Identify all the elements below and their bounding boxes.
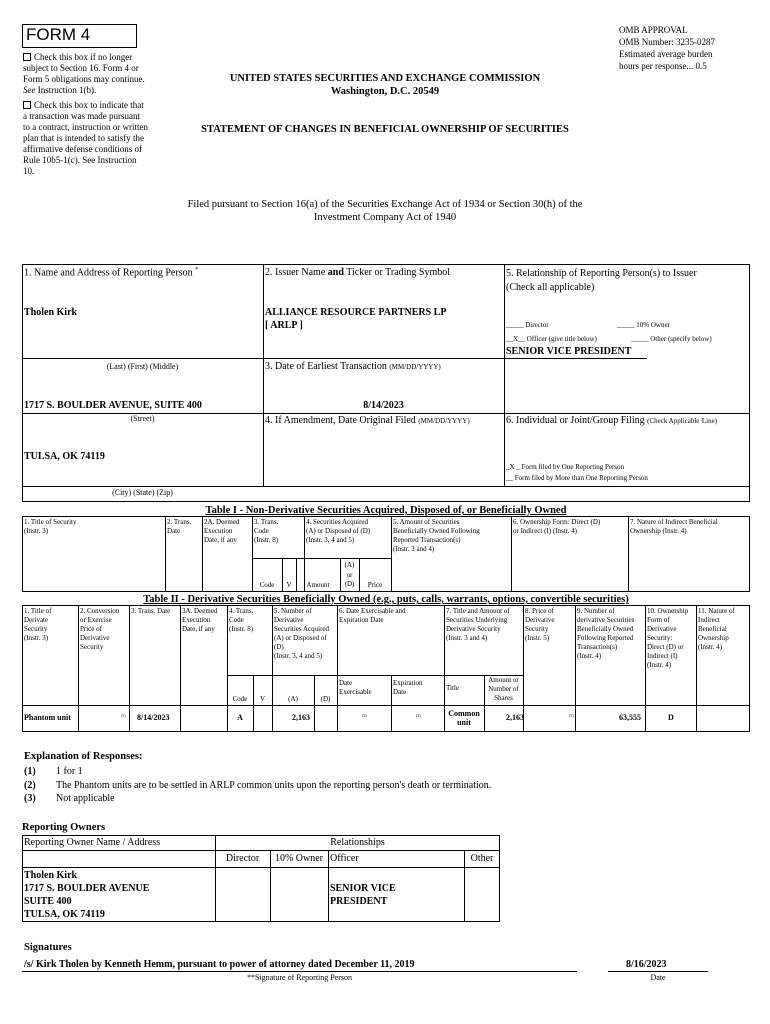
date-line [608,971,708,972]
divider [391,516,392,592]
label5b: (Check all applicable) [506,282,595,293]
t2-h2: 2. Conversion or Exercise Price of Derivative Security [80,607,120,651]
t1-sub-aord: (A) or (D) [344,561,355,588]
reporting-name: Tholen Kirk [24,307,78,318]
t2-h8: 8. Price of Derivative Security (Instr. 5) [525,607,555,642]
explanation-item [24,765,491,779]
t2-h7: 7. Title and Amount of Securities Underlying Derivative Security (Instr. 3 and 4) [446,607,510,642]
t2-h6: 6. Date Exercisable and Expiration Date [339,607,406,624]
divider [253,675,254,732]
label1-asterisk: * [195,267,199,273]
t1-h4: 4. Securities Acquired (A) or Disposed of (D) (Instr. 3, 4 and 5) [306,518,371,544]
t2-sub-v: V [259,695,266,703]
explanation-item [24,792,491,806]
t2-row-under-title: Common unit [448,709,480,727]
street-subtitle: (Street) [130,414,155,423]
divider [511,516,512,592]
omb-burden: Estimated average burden [619,49,713,59]
t1-h3: 3. Trans. Code (Instr. 8) [254,518,279,544]
owners-h-other: Other [470,853,494,864]
divider [22,867,500,868]
explanation-num: (1) [24,766,36,777]
divider [328,850,329,922]
label5: 5. Relationship of Reporting Person(s) to Issuer [506,268,697,279]
t2-sub-d: (D) [320,695,331,703]
rel-director[interactable]: _____ Director [506,321,549,329]
owners-title: Reporting Owners [22,822,106,833]
rule10b5-text: Check this box to indicate that a transaction was made pursuant to a contract, instruction or written plan that is intended to satisfy the affirmative defense conditions of Rule 10b5-1(c). See Instruction 10. [23,100,148,176]
divider [22,486,750,487]
rel-officer[interactable]: __X__ Officer (give title below) [506,335,597,343]
owners-officer: SENIOR VICE PRESIDENT [330,883,396,907]
divider [22,850,500,851]
section16-checkbox-block [23,52,148,96]
divider [263,264,264,486]
t2-row-exp-footnote: (2) [416,713,421,718]
t2-h11: 11. Nature of Indirect Beneficial Ownership (Instr. 4) [698,607,735,651]
section16-text: Check this box if no longer subject to Section 16. Form 4 or Form 5 obligations may continue. [23,52,145,84]
divider [227,675,523,676]
explanation-title: Explanation of Responses: [24,751,143,762]
divider [252,558,391,559]
t2-h3a: 3A. Deemed Execution Date, if any [182,607,218,633]
city-subtitle: (City) (State) (Zip) [112,488,173,497]
label-issuer [265,267,450,278]
section16-see: See [23,85,36,95]
t2-h9: 9. Number of derivative Securities Beneficially Owned Following Reported Transaction(s) (Instr. 4) [577,607,635,660]
t2-row-conv-footnote: (1) [121,713,126,718]
divider [314,675,315,732]
signature-text: /s/ Kirk Tholen by Kenneth Hemm, pursuant to power of attorney dated December 11, 2019 [24,959,415,970]
agency-name: UNITED STATES SECURITIES AND EXCHANGE COMMISSION [229,73,541,84]
t1-sub-code: Code [259,581,275,589]
table2-title: Table II - Derivative Securities Beneficially Owned (e.g., puts, calls, warrants, options, convertible securities) [143,594,629,605]
divider [628,516,629,592]
label3: 3. Date of Earliest Transaction [265,361,387,372]
omb-number: OMB Number: 3235-0287 [619,37,715,47]
title-underline [504,358,647,359]
t2-row-form: D [668,713,674,722]
divider [202,516,203,592]
label3-fmt: (MM/DD/YYYY) [389,363,441,371]
t2-sub-exp: Expiration Date [393,679,423,696]
owners-address: Tholen Kirk 1717 S. BOULDER AVENUE SUITE 400 TULSA, OK 74119 [24,870,150,920]
statement-title: STATEMENT OF CHANGES IN BENEFICIAL OWNERSHIP OF SECURITIES [201,124,569,135]
label2a: 2. Issuer Name [265,267,326,278]
t1-h7: 7. Nature of Indirect Beneficial Ownership (Instr. 4) [630,518,718,535]
explanation-item [24,779,491,793]
issuer-ticker: [ ARLP ] [265,320,303,331]
divider [215,835,216,922]
t1-h6: 6. Ownership Form: Direct (D) or Indirect (I) (Instr. 4) [513,518,601,535]
t2-row-code: A [237,713,243,722]
t1-h5: 5. Amount of Securities Beneficially Owned Following Reported Transaction(s) (Instr. 3 and 4) [393,518,480,553]
t2-row-exer-footnote: (2) [362,713,367,718]
omb-title: OMB APPROVAL [619,25,688,35]
date-label: Date [650,973,666,982]
t2-sub-amt: Amount or Number of Shares [488,676,519,702]
label2b: and [327,267,344,278]
t2-h5: 5. Number of Derivative Securities Acquired (A) or Disposed of (D) (Instr. 3, 4 and 5) [274,607,330,660]
t1-sub-price: Price [367,581,383,589]
rel-ten-percent[interactable]: _____ 10% Owner [617,321,670,329]
label2c: Ticker or Trading Symbol [346,267,451,278]
t1-h2: 2. Trans. Date [167,518,192,535]
t1-sub-amount: Amount [306,581,330,589]
label6b: (Check Applicable [647,417,700,425]
t2-row-price-footnote: (3) [569,713,574,718]
t1-h2a: 2A. Deemed Execution Date, if any [204,518,240,544]
reporting-section [22,264,750,502]
label-reporting-person [24,267,198,278]
label-earliest-date [265,361,441,372]
t2-row-amount: 2,163 [292,713,310,722]
form-title: FORM 4 [26,25,91,44]
divider [575,605,576,732]
t1-sub-v: V [286,581,292,589]
label4-fmt: (MM/DD/YYYY) [418,417,470,425]
divider [22,358,504,359]
t2-h3: 3. Trans. Date [131,607,171,615]
t2-sub-exer: Date Exercisable [339,679,372,696]
t2-sub-code: Code [232,695,248,703]
label4: 4. If Amendment, Date Original Filed [265,415,416,426]
label6: 6. Individual or Joint/Group Filing [506,415,645,426]
explanation-list [24,765,491,806]
explanation-text: 1 for 1 [56,766,83,777]
divider [165,516,166,592]
divider [645,605,646,732]
t2-row-title: Phantom unit [24,713,71,722]
t2-sub-a: (A) [288,695,298,703]
reporting-street: 1717 S. BOULDER AVENUE, SUITE 400 [24,400,202,411]
issuer-name: ALLIANCE RESOURCE PARTNERS LP [265,307,447,318]
officer-title: SENIOR VICE PRESIDENT [506,346,632,357]
label6c: Line) [701,417,718,425]
filing-one[interactable]: _X _ Form filed by One Reporting Person [506,463,625,471]
filed-pursuant-1: Filed pursuant to Section 16(a) of the Securities Exchange Act of 1934 or Section 30(h) of the [187,199,583,210]
explanation-text: The Phantom units are to be settled in ARLP common units upon the reporting person's death or termination. [56,779,492,791]
earliest-date: 8/14/2023 [363,400,404,411]
divider [696,605,697,732]
t2-row-date: 8/14/2023 [137,713,170,722]
t2-h10: 10. Ownership Form of Derivative Security: Direct (D) or Indirect (I) (Instr. 4) [647,607,689,669]
reporting-city: TULSA, OK 74119 [24,451,105,462]
signatures-title: Signatures [24,942,72,953]
table1-title: Table I - Non-Derivative Securities Acquired, Disposed of, or Beneficially Owned [205,505,567,516]
explanation-num: (3) [24,793,36,804]
label-filing [506,415,748,427]
omb-approval [619,24,715,72]
divider [337,605,338,732]
agency-city: Washington, D.C. 20549 [330,86,440,97]
divider [22,705,750,706]
signature-date: 8/16/2023 [626,959,667,970]
t2-h4: 4. Trans. Code (Instr. 8) [229,607,254,633]
explanation-text: Not applicable [56,793,115,804]
section16-instr: Instruction 1(b). [37,85,97,95]
divider [504,264,505,486]
divider [180,605,181,732]
divider [78,605,79,732]
rule10b5-checkbox-block [23,100,148,177]
label-amendment [265,415,470,426]
label1: 1. Name and Address of Reporting Person [24,267,193,279]
owners-h-officer: Officer [330,853,359,864]
filed-pursuant-2: Investment Company Act of 1940 [313,212,457,223]
rule10b5-checkbox[interactable] [23,101,31,109]
divider [129,605,130,732]
t2-row-under-amt: 2,163 [506,713,524,722]
divider [272,605,273,732]
t2-h1: 1. Title of Derivate Security (Instr. 3) [24,607,52,642]
label-relationship [506,267,748,295]
t2-sub-title: Title [446,684,459,692]
t1-h1: 1. Title of Security (Instr. 3) [24,518,77,535]
owners-h-director: Director [225,853,260,864]
rel-other[interactable]: _____ Other (specify below) [631,335,712,343]
owners-h-rel: Relationships [330,837,385,848]
section16-checkbox[interactable] [23,53,31,61]
owners-h-name: Reporting Owner Name / Address [24,837,161,848]
omb-hours: hours per response... 0.5 [619,61,707,71]
name-subtitle: (Last) (First) (Middle) [106,362,179,371]
explanation-num: (2) [24,779,36,791]
filing-more[interactable]: __ Form filed by More than One Reporting Person [506,474,648,482]
signature-label: **Signature of Reporting Person [246,973,353,982]
t2-row-owned: 63,555 [619,713,641,722]
owners-h-ten: 10% Owner [274,853,324,864]
divider [391,675,392,732]
signature-line [22,971,577,972]
